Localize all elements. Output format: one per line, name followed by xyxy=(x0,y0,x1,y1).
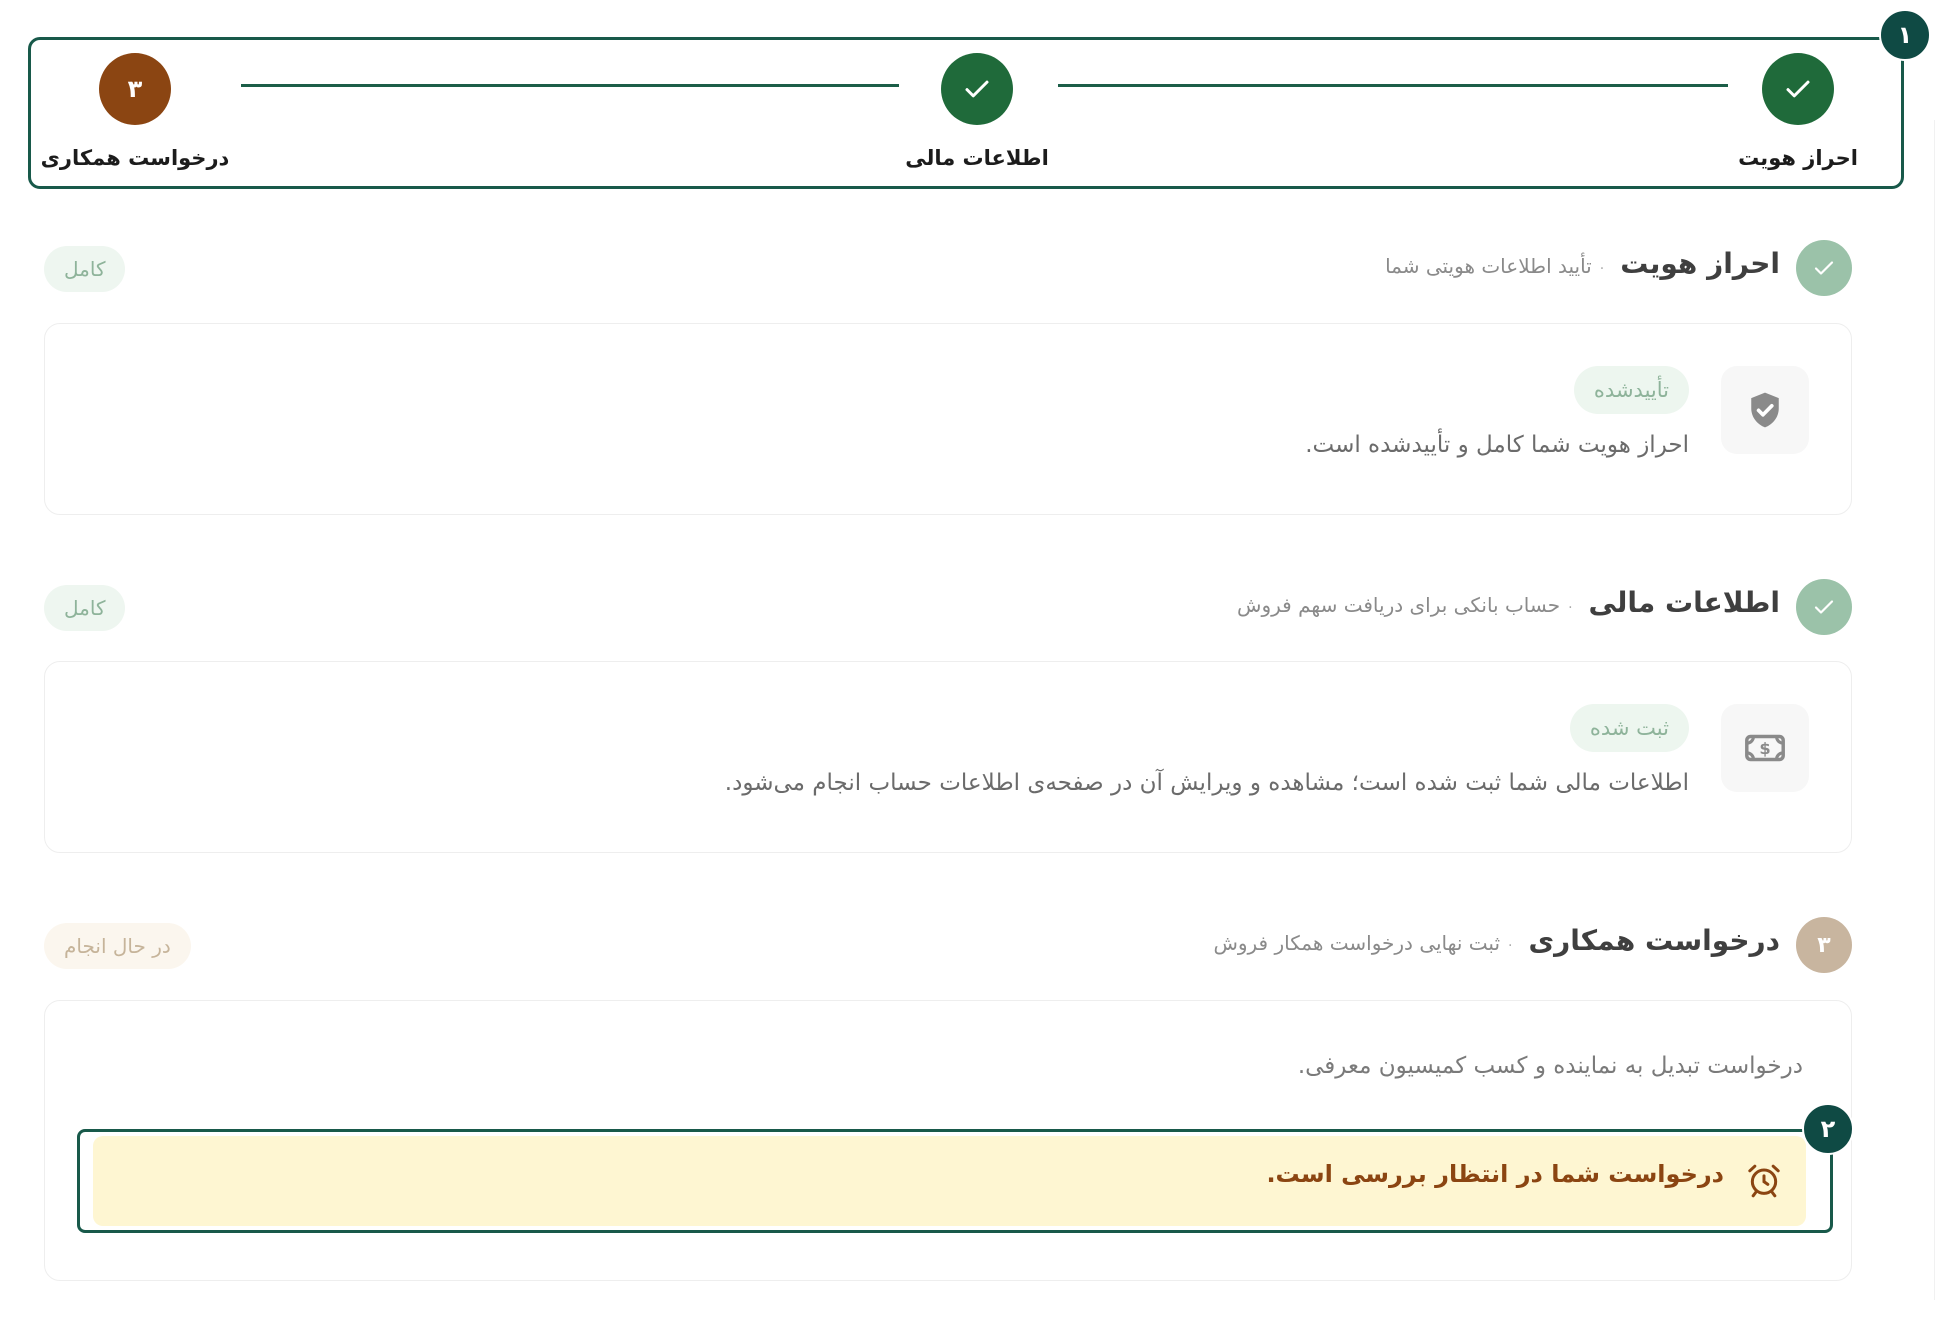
step-1-circle[interactable] xyxy=(1762,53,1834,125)
section-identity-status xyxy=(1796,240,1852,296)
section-title-text: احراز هویت xyxy=(1620,247,1780,280)
scroll-edge xyxy=(1934,120,1941,1300)
shield-check-icon xyxy=(1743,388,1787,432)
check-icon xyxy=(1783,74,1813,104)
notice-text: درخواست شما در انتظار بررسی است. xyxy=(1266,1160,1724,1188)
annotation-marker-1: ۱ xyxy=(1879,9,1931,61)
card-icon-container xyxy=(1721,704,1809,792)
section-subtitle-text: حساب بانکی برای دریافت سهم فروش xyxy=(1237,593,1561,617)
step-2-circle[interactable] xyxy=(941,53,1013,125)
check-icon xyxy=(1812,256,1836,280)
step-1-label: احراز هویت xyxy=(1738,146,1858,170)
step-3-circle[interactable]: ۳ xyxy=(99,53,171,125)
check-icon xyxy=(1812,595,1836,619)
svg-text:$: $ xyxy=(1759,739,1771,759)
partnership-card xyxy=(44,1000,1852,1281)
verified-tag: تأییدشده xyxy=(1574,366,1689,414)
card-icon-container xyxy=(1721,366,1809,454)
progress-stepper xyxy=(28,37,1904,189)
step-connector-1-2 xyxy=(1058,84,1728,87)
card-description: درخواست تبدیل به نماینده و کسب کمیسیون معرفی. xyxy=(1297,1053,1803,1079)
section-partnership-header xyxy=(44,915,1852,975)
status-badge: کامل xyxy=(44,585,125,631)
check-icon xyxy=(962,74,992,104)
money-icon xyxy=(1742,725,1788,771)
step-connector-2-3 xyxy=(241,84,899,87)
section-subtitle xyxy=(1213,931,1512,955)
section-identity-title xyxy=(1385,247,1780,280)
annotation-marker-2: ۲ xyxy=(1802,1103,1854,1155)
status-badge: کامل xyxy=(44,246,125,292)
bullet-separator: · xyxy=(1568,600,1573,616)
card-description: اطلاعات مالی شما ثبت شده است؛ مشاهده و ویرایش آن در صفحه‌ی اطلاعات حساب انجام می‌شود. xyxy=(724,770,1689,796)
financial-card xyxy=(44,661,1852,853)
bullet-separator: · xyxy=(1599,261,1605,277)
section-financial-title xyxy=(1237,586,1780,619)
section-title-text: اطلاعات مالی xyxy=(1588,586,1780,619)
pending-review-notice xyxy=(93,1136,1806,1226)
card-description: احراز هویت شما کامل و تأییدشده است. xyxy=(1305,432,1689,458)
status-badge: در حال انجام xyxy=(44,923,191,969)
step-2-label: اطلاعات مالی xyxy=(905,146,1049,170)
section-financial-status xyxy=(1796,579,1852,635)
identity-card xyxy=(44,323,1852,515)
section-subtitle-text: ثبت نهایی درخواست همکار فروش xyxy=(1213,931,1501,955)
section-subtitle-text: تأیید اطلاعات هویتی شما xyxy=(1385,254,1592,278)
section-title-text: درخواست همکاری xyxy=(1528,924,1780,957)
bullet-separator: · xyxy=(1508,938,1513,954)
section-partnership-title xyxy=(1213,924,1780,957)
section-identity-header xyxy=(44,238,1852,298)
alarm-clock-icon xyxy=(1744,1160,1784,1200)
section-financial-header xyxy=(44,577,1852,637)
step-3-label: درخواست همکاری xyxy=(40,146,230,170)
registered-tag: ثبت شده xyxy=(1570,704,1689,752)
section-subtitle xyxy=(1237,593,1573,617)
notice-frame xyxy=(77,1129,1833,1233)
section-partnership-number: ۳ xyxy=(1796,917,1852,973)
section-subtitle xyxy=(1385,254,1604,278)
